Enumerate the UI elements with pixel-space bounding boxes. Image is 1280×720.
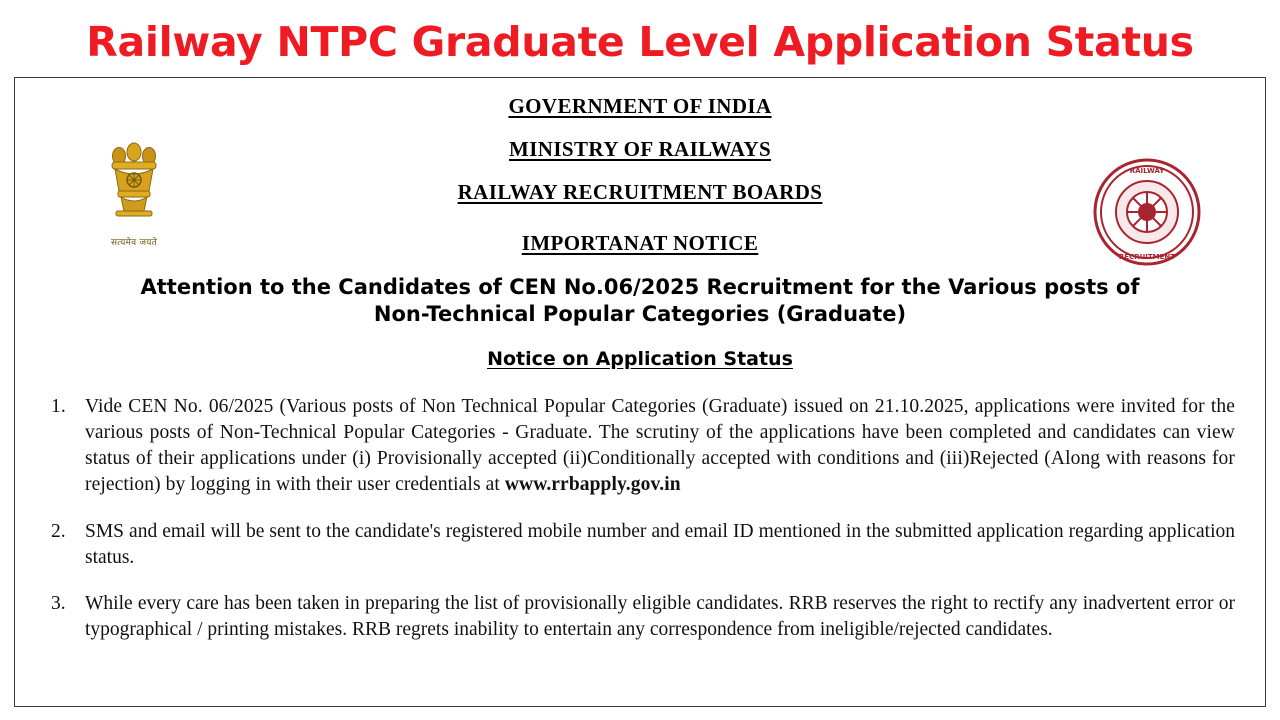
list-item-number: 1. bbox=[51, 395, 66, 417]
sub-heading-application-status: Notice on Application Status bbox=[487, 347, 793, 370]
india-emblem-icon bbox=[75, 140, 193, 252]
heading-ministry: MINISTRY OF RAILWAYS bbox=[508, 137, 772, 161]
page-title: Railway NTPC Graduate Level Application Status bbox=[86, 18, 1194, 66]
heading-important-notice: IMPORTANAT NOTICE bbox=[521, 231, 759, 255]
heading-government: GOVERNMENT OF INDIA bbox=[508, 94, 772, 118]
list-item-number: 3. bbox=[51, 593, 66, 615]
notice-document bbox=[14, 77, 1266, 707]
rrb-logo-icon bbox=[1091, 156, 1203, 268]
list-item bbox=[43, 394, 1235, 498]
rrbapply-url[interactable]: www.rrbapply.gov.in bbox=[504, 473, 681, 495]
list-item-text: Vide CEN No. 06/2025 (Various posts of Non Technical Popular Categories (Graduate) issued on 21.10.2025, applications were invited for the various posts of Non-Technical Popular Categories - Graduate. The scrutiny of the applications have been completed and candidates can view status of their applications under (i) Provisionally accepted (ii)Conditionally accepted with conditions and (iii)Rejected (Along with reasons for rejection) by logging in with their user credentials at bbox=[85, 395, 1235, 495]
emblem-motto: सत्यमेव जयते bbox=[111, 238, 157, 248]
list-item-text: While every care has been taken in preparing the list of provisionally eligible candidates. RRB reserves the right to rectify any inadvertent error or typographical / printing mistakes. RRB regrets inability to entertain any correspondence from ineligible/rejected candidates. bbox=[85, 593, 1235, 641]
list-item bbox=[43, 519, 1235, 571]
notice-points-list bbox=[37, 394, 1243, 643]
notice-headings bbox=[37, 94, 1243, 394]
heading-boards: RAILWAY RECRUITMENT BOARDS bbox=[457, 180, 823, 204]
svg-text:RECRUITMENT: RECRUITMENT bbox=[1118, 253, 1176, 261]
attention-text: Attention to the Candidates of CEN No.06/2025 Recruitment for the Various posts of Non-Technical Popular Categories (Graduate) bbox=[140, 275, 1140, 326]
list-item-number: 2. bbox=[51, 521, 66, 543]
list-item bbox=[43, 591, 1235, 643]
svg-text:RAILWAY: RAILWAY bbox=[1129, 167, 1165, 175]
list-item-text: SMS and email will be sent to the candidate's registered mobile number and email ID mentioned in the submitted application regarding application status. bbox=[85, 521, 1235, 569]
